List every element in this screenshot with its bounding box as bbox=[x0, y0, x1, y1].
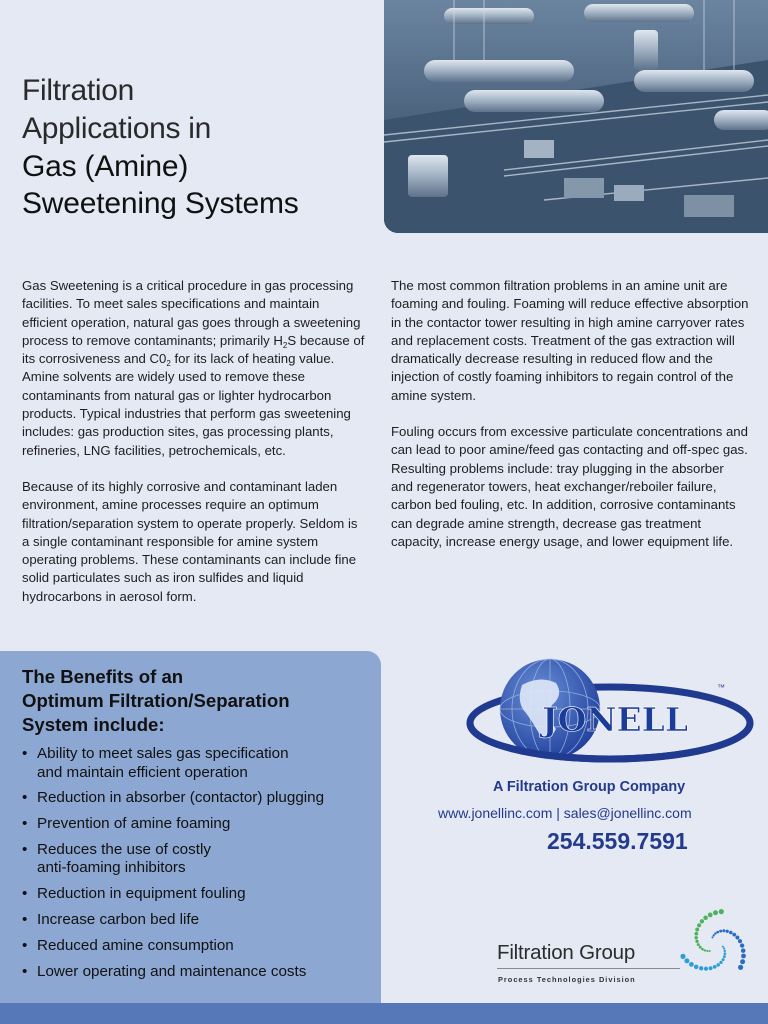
logo-dot bbox=[741, 948, 746, 953]
logo-dot bbox=[689, 962, 694, 967]
logo-dot bbox=[695, 940, 698, 943]
left-paragraph-1 bbox=[22, 277, 368, 460]
list-item-text: Reduced amine consumption bbox=[37, 936, 234, 954]
logo-dot bbox=[701, 948, 704, 951]
logo-dot bbox=[722, 946, 724, 948]
logo-dot bbox=[709, 950, 711, 952]
logo-dot bbox=[695, 928, 699, 932]
benefits-heading-line-3: System include: bbox=[22, 714, 165, 735]
left-text-column bbox=[22, 277, 368, 624]
right-paragraph-1: The most common filtration problems in an amine unit are foaming and fouling. Foaming will reduce effective absorption in the contactor tower resulting in high amine carryover rates and replacement costs. Treatment of the gas extraction will dramatically decrease resulting in reduced flow and the injection of costly foaming inhibitors to regain control of the amine system. bbox=[391, 278, 749, 403]
logo-dot bbox=[740, 943, 744, 947]
logo-dot bbox=[719, 961, 722, 964]
list-item-text-continued: and maintain efficient operation bbox=[37, 763, 248, 781]
benefits-heading bbox=[22, 665, 365, 737]
left-paragraph-2: Because of its highly corrosive and contaminant laden environment, amine processes require an optimum filtration/separation system to operate properly. Seldom is a single contaminant responsible for amine system operating problems. These contaminants can include fine solid particulates such as iron sulfides and liquid hydrocarbons in aerosol form. bbox=[22, 478, 358, 604]
benefits-heading-line-1: The Benefits of an bbox=[22, 666, 184, 687]
logo-dot bbox=[684, 958, 689, 963]
logo-dot bbox=[704, 967, 708, 971]
logo-dot bbox=[697, 943, 700, 946]
logo-dot bbox=[741, 954, 746, 959]
logo-dot bbox=[735, 936, 739, 940]
bullet: • bbox=[22, 840, 28, 858]
logo-dot bbox=[714, 932, 716, 934]
logo-dot bbox=[699, 966, 703, 970]
logo-dot bbox=[700, 919, 704, 923]
list-item bbox=[22, 885, 365, 904]
co2-subscript: 2 bbox=[166, 359, 171, 369]
logo-dot bbox=[716, 931, 719, 934]
bullet: • bbox=[22, 789, 28, 807]
jonell-wordmark: JONELL bbox=[542, 700, 689, 739]
logo-dot bbox=[719, 909, 724, 914]
gas-plant-photo bbox=[384, 0, 768, 233]
list-item-text-continued: anti-foaming inhibitors bbox=[37, 859, 186, 877]
list-item-text: Reduction in equipment fouling bbox=[37, 885, 246, 903]
logo-dot bbox=[706, 950, 708, 952]
list-item-text: Increase carbon bed life bbox=[37, 910, 200, 928]
logo-dot bbox=[726, 930, 729, 933]
right-paragraph-2: Fouling occurs from excessive particulate concentrations and can lead to poor amine/feed gas contacting and off-spec gas. Resulting problems include: tray plugging in the absorber and regenerator towers, heat exchanger/reboiler failure, carbon bed fouling, etc. In addition, corrosive contaminants can degrade amine strength, decrease gas treatment capacity, increase energy usage, and lower equipment life. bbox=[391, 424, 748, 549]
phone-number[interactable]: 254.559.7591 bbox=[547, 828, 688, 854]
list-item bbox=[22, 911, 365, 930]
divider bbox=[497, 968, 680, 969]
list-item-text: Prevention of amine foaming bbox=[37, 815, 231, 833]
logo-dot bbox=[708, 913, 713, 918]
logo-dot bbox=[694, 965, 699, 970]
benefits-list bbox=[22, 745, 365, 981]
logo-dot bbox=[680, 954, 685, 959]
list-item bbox=[22, 937, 365, 956]
bullet: • bbox=[22, 745, 28, 762]
contact-links[interactable]: www.jonellinc.com | sales@jonellinc.com bbox=[438, 805, 692, 821]
h2s-subscript: 2 bbox=[282, 340, 288, 350]
logo-dot bbox=[709, 966, 713, 970]
left-paragraph-1-part-b: S because of its corrosiveness and C0 bbox=[22, 332, 365, 367]
bullet: • bbox=[22, 885, 28, 903]
logo-dot bbox=[723, 955, 726, 958]
list-item-text: Lower operating and maintenance costs bbox=[37, 962, 307, 980]
logo-dot bbox=[732, 933, 736, 937]
company-tagline: A Filtration Group Company bbox=[493, 779, 686, 795]
logo-dot bbox=[713, 910, 718, 915]
left-paragraph-1-part-c: for its lack of heating value. Amine solvents are widely used to remove these contaminants from natural gas or lighter hydrocarbon products. Typical industries that perform gas sweetening includes: gas production sites, gas processing plants, refineries, LNG facilities, petrochemicals, etc. bbox=[22, 351, 351, 458]
title-line-4: Sweetening Systems bbox=[22, 187, 299, 220]
logo-dot bbox=[738, 939, 742, 943]
logo-dot bbox=[712, 936, 714, 938]
logo-dot bbox=[738, 965, 743, 970]
industrial-gas-plant-photo bbox=[384, 0, 768, 233]
bullet: • bbox=[22, 815, 28, 833]
benefits-box bbox=[0, 651, 381, 1003]
logo-dot bbox=[729, 931, 733, 935]
logo-dot bbox=[723, 947, 725, 949]
globe-logo-icon bbox=[460, 655, 760, 777]
bullet: • bbox=[22, 962, 28, 980]
bullet: • bbox=[22, 910, 28, 928]
list-item-text: Reduction in absorber (contactor) plugging bbox=[37, 789, 325, 807]
list-item-text: Ability to meet sales gas specification bbox=[37, 745, 289, 762]
logo-dot bbox=[719, 930, 722, 933]
left-paragraph-1-part-a: Gas Sweetening is a critical procedure in gas processing facilities. To meet sales specifications and maintain efficient operation, natural gas goes through a sweetening process to remove contaminants; primarily H bbox=[22, 278, 361, 348]
logo-dot bbox=[724, 950, 726, 952]
right-text-column bbox=[391, 277, 749, 569]
logo-dot bbox=[713, 934, 715, 936]
dotted-swirl-logo-icon bbox=[680, 907, 750, 983]
list-item-text: Reduces the use of costly bbox=[37, 840, 211, 858]
list-item bbox=[22, 789, 365, 808]
logo-dot bbox=[699, 946, 702, 949]
bullet: • bbox=[22, 936, 28, 954]
logo-dot bbox=[724, 952, 727, 955]
logo-dot bbox=[722, 958, 725, 961]
filtration-group-name: Filtration Group bbox=[497, 941, 636, 964]
list-item bbox=[22, 745, 365, 782]
title-line-2: Applications in bbox=[22, 112, 211, 145]
list-item bbox=[22, 815, 365, 834]
page-title bbox=[22, 72, 372, 222]
filtration-group-division: Process Technologies Division bbox=[498, 975, 636, 984]
logo-dot bbox=[703, 916, 708, 921]
benefits-heading-line-2: Optimum Filtration/Separation bbox=[22, 690, 290, 711]
list-item bbox=[22, 963, 365, 982]
logo-dot bbox=[740, 959, 745, 964]
logo-dot bbox=[713, 965, 717, 969]
list-item bbox=[22, 841, 365, 878]
logo-dot bbox=[694, 932, 698, 936]
logo-dot bbox=[716, 963, 720, 967]
logo-dot bbox=[694, 936, 698, 940]
logo-dot bbox=[704, 949, 706, 951]
logo-dot bbox=[697, 923, 701, 927]
logo-dot bbox=[722, 929, 725, 932]
bottom-strip bbox=[0, 1003, 768, 1024]
trademark-symbol: ™ bbox=[717, 683, 725, 692]
title-line-1: Filtration bbox=[22, 74, 135, 107]
title-line-3: Gas (Amine) bbox=[22, 150, 189, 183]
